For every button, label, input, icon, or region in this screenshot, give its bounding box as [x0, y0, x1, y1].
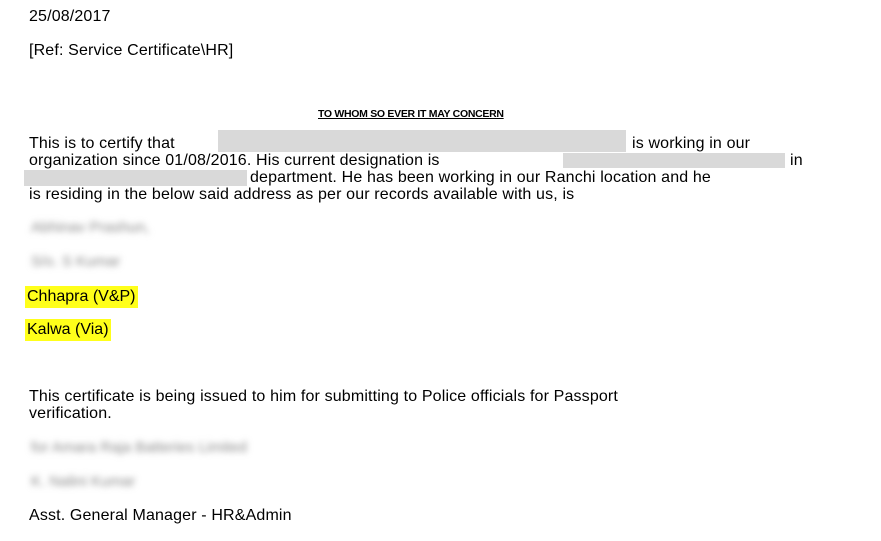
- address-line-4-highlighted: Kalwa (Via): [25, 319, 111, 341]
- document-heading: TO WHOM SO EVER IT MAY CONCERN: [318, 108, 504, 120]
- body-line-1-end: is working in our: [632, 135, 751, 152]
- document-reference: [Ref: Service Certificate\HR]: [29, 42, 234, 59]
- address-line-1-blurred: Abhinav Prashun,: [31, 219, 150, 236]
- body-line-2-end: in: [790, 152, 803, 169]
- signatory-title: Asst. General Manager - HR&Admin: [29, 507, 292, 524]
- redacted-employee-name: [218, 130, 626, 152]
- address-line-3-highlighted: Chhapra (V&P): [25, 286, 138, 308]
- purpose-line-1: This certificate is being issued to him for submitting to Police officials for Passport: [29, 388, 619, 405]
- body-line-2-start: organization since 01/08/2016. His current designation is: [29, 152, 440, 169]
- body-line-1-start: This is to certify that: [29, 135, 175, 152]
- signatory-company-blurred: for Amara Raja Batteries Limited: [31, 439, 247, 456]
- body-line-4: is residing in the below said address as per our records available with us, is: [29, 186, 575, 203]
- body-line-3: department. He has been working in our Ranchi location and he: [250, 169, 711, 186]
- address-line-2-blurred: S/o. S Kumar: [31, 253, 121, 270]
- redacted-designation: [563, 153, 785, 168]
- signatory-name-blurred: K. Nalini Kumar: [31, 473, 136, 490]
- redacted-department: [24, 170, 247, 186]
- purpose-line-2: verification.: [29, 405, 112, 422]
- document-date: 25/08/2017: [29, 8, 111, 25]
